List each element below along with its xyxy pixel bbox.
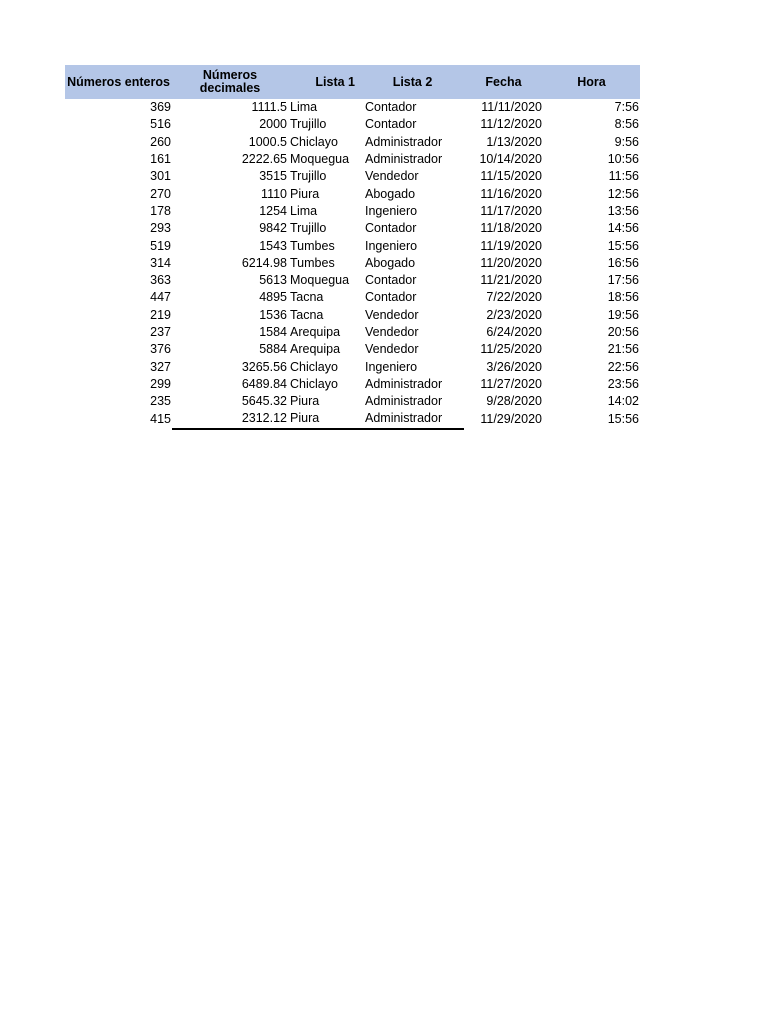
cell-lista-1: Moquegua <box>290 152 350 167</box>
cell-lista-2: Contador <box>365 290 417 305</box>
data-table <box>65 65 640 430</box>
table-row <box>65 116 640 133</box>
cell-hora: 12:56 <box>607 186 639 201</box>
header-lista-2: Lista 2 <box>361 65 464 99</box>
header-lista-1: Lista 1 <box>288 65 361 99</box>
cell-fecha: 11/17/2020 <box>480 203 542 218</box>
cell-numero-entero: 363 <box>150 273 171 288</box>
cell-lista-1: Lima <box>290 100 318 115</box>
cell-fecha: 11/19/2020 <box>480 238 542 253</box>
cell-numero-decimal: 1111.5 <box>251 100 287 115</box>
cell-lista-2: Vendedor <box>365 169 419 184</box>
cell-lista-2: Ingeniero <box>365 359 418 374</box>
cell-lista-1: Tacna <box>290 290 324 305</box>
cell-fecha: 11/18/2020 <box>480 221 542 236</box>
cell-numero-decimal: 1000.5 <box>248 134 287 149</box>
cell-lista-2: Administrador <box>361 410 464 428</box>
cell-lista-1: Trujillo <box>290 117 327 132</box>
cell-fecha: 9/28/2020 <box>486 394 542 409</box>
cell-hora: 23:56 <box>607 376 639 391</box>
cell-lista-1: Chiclayo <box>290 359 338 374</box>
cell-fecha: 7/22/2020 <box>486 290 542 305</box>
cell-hora: 15:56 <box>607 411 639 426</box>
cell-hora: 9:56 <box>614 134 639 149</box>
cell-lista-2: Vendedor <box>365 307 419 322</box>
cell-numero-decimal: 9842 <box>259 221 287 236</box>
table-row <box>65 237 640 254</box>
cell-fecha: 3/26/2020 <box>486 359 542 374</box>
cell-fecha: 11/29/2020 <box>480 411 542 426</box>
table-body <box>65 99 640 429</box>
cell-numero-decimal: 1543 <box>259 238 287 253</box>
cell-lista-2: Contador <box>365 100 417 115</box>
table-row <box>65 324 640 341</box>
cell-numero-decimal: 3265.56 <box>241 359 287 374</box>
cell-lista-2: Vendedor <box>365 342 419 357</box>
cell-fecha: 2/23/2020 <box>486 307 542 322</box>
table-row <box>65 410 640 428</box>
cell-lista-2: Contador <box>365 117 417 132</box>
cell-fecha: 11/11/2020 <box>481 100 542 115</box>
cell-lista-1: Piura <box>290 394 320 409</box>
cell-numero-decimal: 1110 <box>261 186 287 201</box>
header-numeros-decimales <box>172 65 288 99</box>
cell-numero-entero: 219 <box>150 307 171 322</box>
cell-numero-entero: 270 <box>150 186 171 201</box>
cell-hora: 15:56 <box>607 238 639 253</box>
table-row <box>65 151 640 168</box>
cell-lista-2: Ingeniero <box>365 238 418 253</box>
cell-fecha: 11/21/2020 <box>480 273 542 288</box>
cell-lista-1: Chiclayo <box>290 376 338 391</box>
cell-numero-decimal: 6214.98 <box>241 255 287 270</box>
cell-numero-decimal: 5884 <box>259 342 287 357</box>
cell-fecha: 10/14/2020 <box>479 152 542 167</box>
header-numeros-decimales-text: Números decimales <box>199 68 261 95</box>
cell-lista-1: Piura <box>288 410 361 428</box>
cell-lista-1: Chiclayo <box>290 134 338 149</box>
cell-lista-2: Abogado <box>365 186 416 201</box>
table-row <box>65 255 640 272</box>
header-row <box>65 65 640 99</box>
cell-hora: 8:56 <box>614 117 639 132</box>
cell-numero-entero: 415 <box>150 411 171 426</box>
header-numeros-enteros: Números enteros <box>65 65 172 99</box>
cell-hora: 21:56 <box>607 342 639 357</box>
cell-lista-1: Tumbes <box>290 238 335 253</box>
table-row <box>65 289 640 306</box>
table-row <box>65 307 640 324</box>
cell-hora: 17:56 <box>607 273 639 288</box>
table-row <box>65 358 640 375</box>
cell-lista-1: Tumbes <box>290 255 335 270</box>
cell-numero-entero: 447 <box>150 290 171 305</box>
cell-lista-1: Trujillo <box>290 221 327 236</box>
cell-hora: 14:56 <box>607 221 639 236</box>
cell-numero-entero: 299 <box>150 376 171 391</box>
cell-numero-entero: 314 <box>150 255 171 270</box>
cell-lista-1: Piura <box>290 186 320 201</box>
cell-lista-1: Tacna <box>290 307 324 322</box>
header-fecha: Fecha <box>464 65 543 99</box>
cell-numero-decimal: 2222.65 <box>241 152 287 167</box>
cell-fecha: 11/15/2020 <box>480 169 542 184</box>
table-row <box>65 185 640 202</box>
cell-lista-2: Vendedor <box>365 325 419 339</box>
cell-fecha: 11/12/2020 <box>480 117 542 132</box>
cell-hora: 14:02 <box>607 394 639 409</box>
table-row <box>65 134 640 151</box>
cell-hora: 22:56 <box>607 359 639 374</box>
table-row <box>65 168 640 185</box>
table-row <box>65 341 640 358</box>
table-header <box>65 65 640 99</box>
cell-numero-decimal: 1584 <box>259 325 287 339</box>
cell-numero-entero: 178 <box>150 203 171 218</box>
cell-hora: 16:56 <box>607 255 639 270</box>
table-row <box>65 376 640 393</box>
table-row <box>65 220 640 237</box>
cell-numero-decimal: 2000 <box>259 117 287 132</box>
cell-numero-decimal: 4895 <box>259 290 287 305</box>
cell-lista-2: Administrador <box>365 376 443 391</box>
cell-lista-1: Arequipa <box>290 342 341 357</box>
cell-lista-2: Abogado <box>365 255 416 270</box>
cell-hora: 13:56 <box>607 203 639 218</box>
cell-numero-entero: 516 <box>150 117 171 132</box>
cell-fecha: 11/27/2020 <box>480 376 542 391</box>
table-row <box>65 272 640 289</box>
cell-lista-1: Arequipa <box>290 325 341 339</box>
cell-lista-2: Administrador <box>365 134 443 149</box>
table-row <box>65 203 640 220</box>
cell-numero-decimal: 5645.32 <box>241 394 287 409</box>
cell-numero-entero: 519 <box>150 238 171 253</box>
table-row <box>65 393 640 410</box>
cell-numero-decimal: 3515 <box>259 169 287 184</box>
cell-numero-entero: 235 <box>150 394 171 409</box>
cell-numero-entero: 161 <box>150 152 171 167</box>
cell-numero-decimal: 2312.12 <box>172 410 288 428</box>
cell-fecha: 11/20/2020 <box>480 255 542 270</box>
cell-numero-decimal: 5613 <box>259 273 287 288</box>
cell-lista-2: Administrador <box>365 152 443 167</box>
cell-numero-entero: 369 <box>150 100 171 115</box>
cell-hora: 11:56 <box>608 169 639 184</box>
cell-lista-2: Administrador <box>365 394 443 409</box>
cell-fecha: 11/25/2020 <box>480 342 542 357</box>
cell-numero-decimal: 1254 <box>259 203 287 218</box>
cell-hora: 20:56 <box>607 325 639 339</box>
cell-hora: 19:56 <box>607 307 639 322</box>
cell-numero-entero: 260 <box>150 134 171 149</box>
cell-lista-2: Ingeniero <box>365 203 418 218</box>
cell-hora: 18:56 <box>607 290 639 305</box>
cell-numero-decimal: 1536 <box>259 307 287 322</box>
cell-numero-decimal: 6489.84 <box>241 376 287 391</box>
cell-lista-2: Contador <box>365 273 417 288</box>
cell-hora: 10:56 <box>607 152 639 167</box>
cell-numero-entero: 237 <box>150 325 171 339</box>
cell-fecha: 11/16/2020 <box>480 186 542 201</box>
cell-numero-entero: 376 <box>150 342 171 357</box>
cell-numero-entero: 301 <box>150 169 171 184</box>
cell-lista-1: Lima <box>290 203 318 218</box>
cell-fecha: 6/24/2020 <box>486 325 542 339</box>
cell-numero-entero: 293 <box>150 221 171 236</box>
table-row <box>65 99 640 116</box>
cell-numero-entero: 327 <box>150 359 171 374</box>
cell-lista-1: Moquegua <box>290 273 350 288</box>
cell-lista-2: Contador <box>365 221 417 236</box>
spreadsheet-page <box>65 65 640 430</box>
header-hora: Hora <box>543 65 640 99</box>
cell-lista-1: Trujillo <box>290 169 327 184</box>
cell-hora: 7:56 <box>614 100 639 115</box>
cell-fecha: 1/13/2020 <box>486 134 542 149</box>
